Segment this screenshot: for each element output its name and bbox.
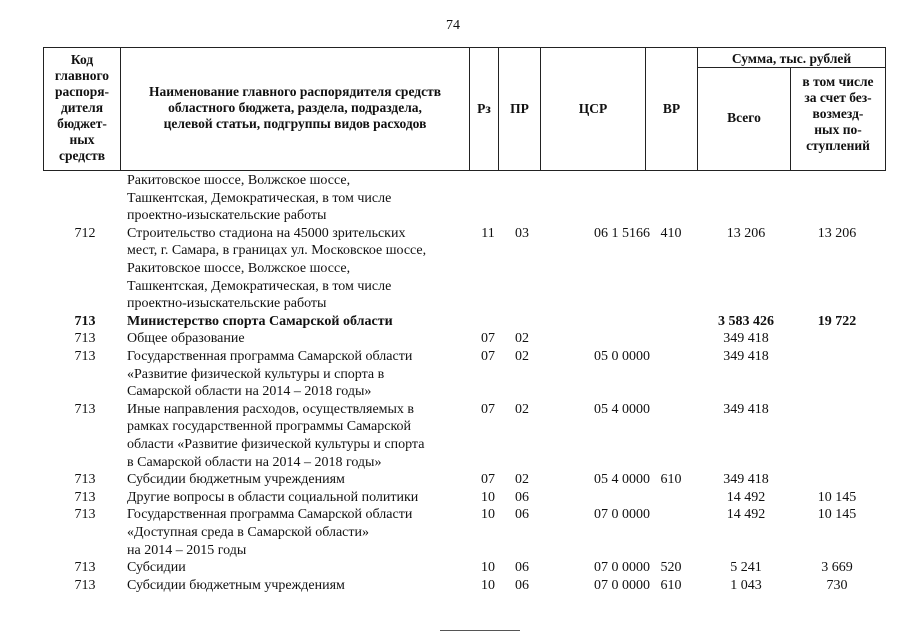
header-code-line: ных (69, 132, 95, 147)
table-row (0, 278, 905, 295)
table-row (0, 524, 905, 541)
cell-incl: 10 145 (817, 489, 857, 505)
cell-csr: 07 0 0000 (594, 560, 650, 576)
header-sum-title: Сумма, тыс. рублей (731, 51, 852, 66)
cell-name: области «Развитие физической культуры и спорта (127, 437, 425, 452)
header-name-line: целевой статьи, подгруппы видов расходов (163, 116, 427, 131)
header-code (44, 52, 120, 164)
cell-name: рамках государственной программы Самарской (127, 419, 412, 435)
header-total: Всего (727, 110, 761, 125)
footer-divider (440, 630, 520, 631)
table-row (0, 577, 905, 594)
cell-incl: 10 145 (817, 507, 857, 523)
cell-name: Общее образование (127, 331, 245, 347)
cell-total: 5 241 (730, 560, 762, 576)
cell-total: 3 583 426 (718, 313, 774, 329)
page-number: 74 (446, 18, 460, 33)
cell-csr: 05 4 0000 (594, 472, 650, 488)
cell-pr: 06 (515, 489, 529, 505)
cell-name: Самарской области на 2014 – 2018 годы» (127, 384, 372, 400)
table-row (0, 401, 905, 418)
cell-name: проектно-изыскательские работы (127, 296, 327, 312)
cell-name: Иные направления расходов, осуществляемых в (127, 401, 415, 417)
cell-csr: 06 1 5166 (594, 225, 650, 241)
table-row (0, 542, 905, 559)
cell-total: 1 043 (730, 577, 762, 593)
table-row (0, 454, 905, 471)
cell-vr: 410 (660, 225, 682, 241)
cell-rz: 07 (481, 349, 495, 364)
header-code-line: главного (54, 68, 110, 83)
header-name (121, 84, 469, 132)
header-top-border (43, 47, 885, 48)
cell-code: 713 (74, 349, 96, 364)
header-incl-line: в том числе (802, 74, 874, 89)
header-incl-line: ступлений (806, 138, 870, 153)
header-incl-line: возмезд- (812, 106, 864, 121)
table-row (0, 225, 905, 242)
cell-incl: 13 206 (817, 225, 857, 241)
cell-name: Ракитовское шоссе, Волжское шоссе, (127, 173, 351, 188)
header-incl-line: ных по- (814, 122, 862, 137)
table-row (0, 383, 905, 400)
table-row (0, 207, 905, 224)
header-code-line: средств (58, 148, 106, 163)
cell-name: в Самарской области на 2014 – 2018 годы» (127, 454, 382, 470)
cell-code: 713 (74, 489, 96, 505)
header-vr: ВР (662, 101, 681, 116)
header-code-line: распоря- (54, 84, 110, 99)
cell-code: 713 (74, 313, 96, 329)
cell-rz: 10 (481, 489, 495, 505)
table-row (0, 260, 905, 277)
table-row (0, 559, 905, 576)
table-row (0, 190, 905, 207)
cell-rz: 07 (481, 331, 495, 347)
cell-name: Ташкентская, Демократическая, в том числе (127, 190, 392, 206)
cell-name: Субсидии (127, 560, 186, 576)
cell-csr: 07 0 0000 (594, 577, 650, 593)
cell-pr: 06 (515, 560, 529, 576)
table-row (0, 366, 905, 383)
header-name-line: Наименование главного распорядителя средств (148, 84, 441, 99)
table-row (0, 471, 905, 488)
cell-csr: 05 0 0000 (594, 349, 650, 364)
cell-total: 349 418 (723, 472, 769, 488)
table-row (0, 348, 905, 365)
header-incl (791, 74, 885, 154)
header-name-line: областного бюджета, раздела, подраздела, (168, 100, 422, 115)
cell-name: на 2014 – 2015 годы (127, 542, 247, 558)
header-sum-divider (697, 67, 885, 68)
cell-name: Государственная программа Самарской области (127, 507, 413, 523)
cell-code: 713 (74, 560, 96, 576)
table-row (0, 172, 905, 189)
cell-incl: 730 (826, 577, 848, 593)
table-row (0, 313, 905, 330)
cell-vr: 610 (660, 472, 682, 488)
cell-csr: 05 4 0000 (594, 401, 650, 417)
cell-vr: 610 (660, 577, 682, 593)
cell-csr: 07 0 0000 (594, 507, 650, 523)
cell-pr: 02 (515, 331, 529, 347)
cell-pr: 03 (515, 225, 529, 241)
cell-rz: 07 (481, 401, 495, 417)
cell-rz: 10 (481, 507, 495, 523)
cell-rz: 07 (481, 472, 495, 488)
cell-name: «Развитие физической культуры и спорта в (127, 366, 385, 382)
header-vline (885, 47, 886, 171)
cell-code: 713 (74, 401, 96, 417)
cell-code: 713 (74, 577, 96, 593)
header-bottom-border (43, 170, 885, 171)
table-row (0, 330, 905, 347)
cell-name: проектно-изыскательские работы (127, 208, 327, 224)
cell-total: 349 418 (723, 401, 769, 417)
table-row (0, 295, 905, 312)
cell-code: 713 (74, 331, 96, 347)
cell-total: 14 492 (726, 489, 766, 505)
cell-total: 349 418 (723, 349, 769, 364)
cell-pr: 02 (515, 349, 529, 364)
header-pr: ПР (510, 101, 529, 116)
table-row (0, 506, 905, 523)
cell-rz: 10 (481, 560, 495, 576)
cell-incl: 3 669 (821, 560, 853, 576)
cell-vr: 520 (660, 560, 682, 576)
cell-pr: 06 (515, 577, 529, 593)
cell-name: Субсидии бюджетным учреждениям (127, 577, 345, 593)
cell-code: 713 (74, 507, 96, 523)
cell-code: 712 (74, 225, 96, 241)
header-code-line: Код (70, 52, 94, 67)
cell-pr: 02 (515, 472, 529, 488)
header-rz: Рз (477, 101, 491, 116)
cell-name: Другие вопросы в области социальной политики (127, 489, 419, 505)
table-row (0, 418, 905, 435)
header-incl-line: за счет без- (804, 90, 872, 105)
header-csr: ЦСР (578, 101, 608, 116)
cell-pr: 02 (515, 401, 529, 417)
cell-name: Ракитовское шоссе, Волжское шоссе, (127, 261, 351, 276)
cell-name: Субсидии бюджетным учреждениям (127, 472, 345, 488)
cell-name: Ташкентская, Демократическая, в том числе (127, 278, 392, 294)
cell-pr: 06 (515, 507, 529, 523)
header-code-line: дителя (60, 100, 104, 115)
cell-name: мест, г. Самара, в границах ул. Московское шоссе, (127, 243, 427, 259)
table-row (0, 489, 905, 506)
cell-code: 713 (74, 472, 96, 488)
cell-name: Министерство спорта Самарской области (127, 313, 393, 329)
cell-incl: 19 722 (817, 313, 857, 329)
cell-total: 349 418 (723, 331, 769, 347)
cell-total: 13 206 (726, 225, 766, 241)
cell-rz: 10 (481, 577, 495, 593)
cell-name: Строительство стадиона на 45000 зрительских (127, 225, 406, 241)
header-code-line: бюджет- (57, 116, 107, 131)
cell-total: 14 492 (726, 507, 766, 523)
cell-rz: 11 (481, 225, 495, 241)
cell-name: «Доступная среда в Самарской области» (127, 525, 369, 540)
table-row (0, 436, 905, 453)
cell-name: Государственная программа Самарской области (127, 349, 413, 364)
table-row (0, 242, 905, 259)
